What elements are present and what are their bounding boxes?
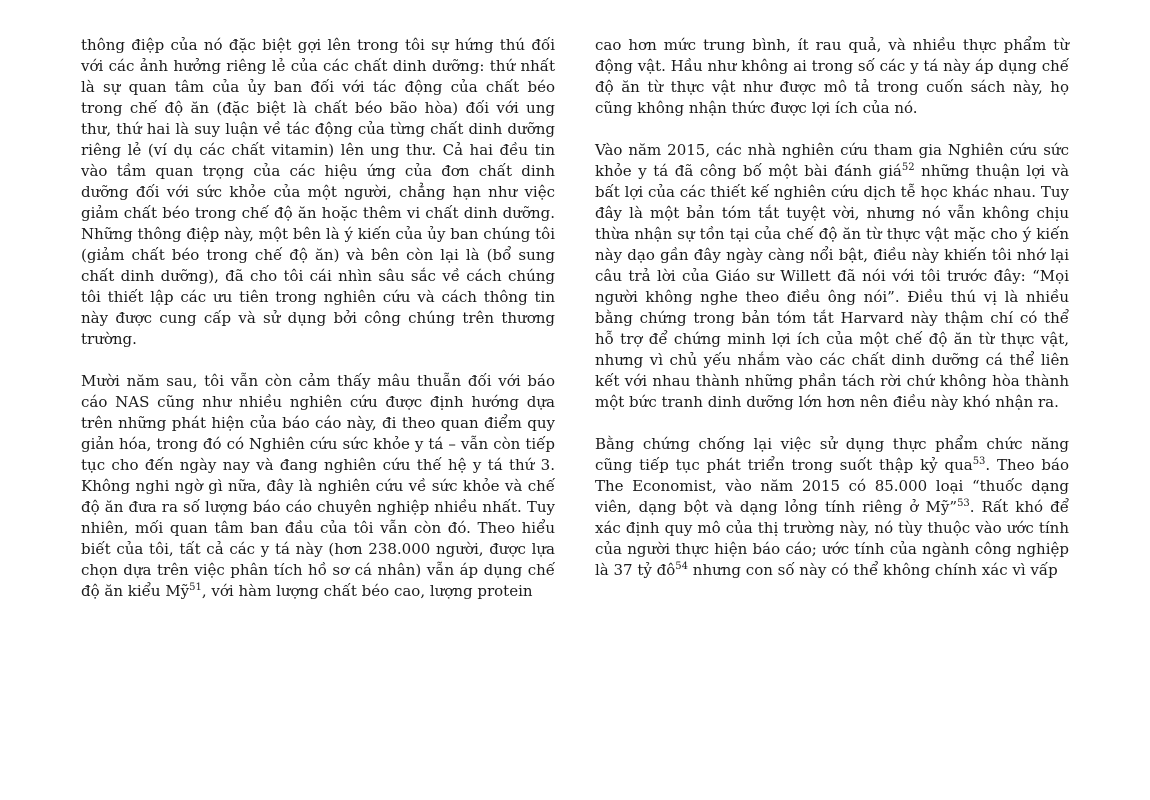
paragraph-supplements xyxy=(595,434,1069,581)
paragraph-american-diet: cao hơn mức trung bình, ít rau quả, và nhiều thực phẩm từ động vật. Hầu như không ai trong số các y tá này áp dụng chế độ ăn từ thực vật như được mô tả trong cuốn sách này, họ cũng không nhận thức được lợi ích của nó. xyxy=(595,36,1069,117)
left-column xyxy=(81,35,555,623)
right-column xyxy=(595,35,1069,602)
paragraph-text: Vào năm 2015, các nhà nghiên cứu tham gia Nghiên cứu sức khỏe y tá đã công bố một bài đánh giá xyxy=(595,141,1069,180)
paragraph-nas-report xyxy=(81,371,555,602)
paragraph-text: . Theo báo The Economist, vào năm 2015 có 85.000 loại “thuốc dạng viên, dạng bột và dạng lỏng tính riêng ở Mỹ” xyxy=(595,456,1069,516)
paragraph-text: nhưng con số này có thể không chính xác vì vấp xyxy=(688,561,1058,579)
footnote-ref-53: 53 xyxy=(972,456,986,467)
paragraph-text: , với hàm lượng chất béo cao, lượng protein xyxy=(201,582,533,600)
footnote-ref-53: 53 xyxy=(957,498,970,509)
footnote-ref-52: 52 xyxy=(901,162,915,173)
paragraph-text: Bằng chứng chống lại việc sử dụng thực phẩm chức năng cũng tiếp tục phát triển trong suốt thập kỷ qua xyxy=(595,435,1069,474)
paragraph-text: những thuận lợi và bất lợi của các thiết kế nghiên cứu dịch tễ học khác nhau. Tuy đây là một bản tóm tắt tuyệt vời, nhưng nó vẫn không chịu thừa nhận sự tồn tại của chế độ ăn từ thực vật mặc cho ý kiến này dạo gần đây ngày càng nổi bật, điều này khiến tôi nhớ lại câu trả lời của Giáo sư Willett đã nói với tôi trước đây: “Mọi người không nghe theo điều ông nói”. Điều thú vị là nhiều bằng chứng trong bản tóm tắt Harvard này thậm chí có thể hỗ trợ để chứng minh lợi ích của một chế độ ăn từ thực vật, nhưng vì chủ yếu nhắm vào các chất dinh dưỡng cá thể liên kết với nhau thành những phần tách rời chứ không hòa thành một bức tranh dinh dưỡng lớn hơn nên điều này khó nhận ra. xyxy=(595,162,1070,411)
paragraph-nutrient-messages: thông điệp của nó đặc biệt gợi lên trong tôi sự hứng thú đối với các ảnh hưởng riêng lẻ của các chất dinh dưỡng: thứ nhất là sự quan tâm của ủy ban đối với tác động của chất béo trong chế độ ăn (đặc biệt là chất béo bão hòa) đối với ung thư, thứ hai là suy luận về tác động của từng chất dinh dưỡng riêng lẻ (ví dụ các chất vitamin) lên ung thư. Cả hai đều tin vào tầm quan trọng của các hiệu ứng của đơn chất dinh dưỡng đối với sức khỏe của một người, chẳng hạn như việc giảm chất béo trong chế độ ăn hoặc thêm vi chất dinh dưỡng. Những thông điệp này, một bên là ý kiến của ủy ban chúng tôi (giảm chất béo trong chế độ ăn) và bên còn lại là (bổ sung chất dinh dưỡng), đã cho tôi cái nhìn sâu sắc về cách chúng tôi thiết lập các ưu tiên trong nghiên cứu và cách thông tin này được cung cấp và sử dụng bởi công chúng trên thương trường. xyxy=(81,36,555,348)
paragraph-text: Mười năm sau, tôi vẫn còn cảm thấy mâu thuẫn đối với báo cáo NAS cũng như nhiều nghiên cứu được định hướng dựa trên những phát hiện của báo cáo này, đi theo quan điểm quy giản hóa, trong đó có Nghiên cứu sức khỏe y tá – vẫn còn tiếp tục cho đến ngày nay và đang nghiên cứu thế hệ y tá thứ 3. Không nghi ngờ gì nữa, đây là nghiên cứu về sức khỏe và chế độ ăn đưa ra số lượng báo cáo chuyên nghiệp nhiều nhất. Tuy nhiên, mối quan tâm ban đầu của tôi vẫn còn đó. Theo hiểu biết của tôi, tất cả các y tá này (hơn 238.000 người, được lựa chọn dựa trên việc phân tích hồ sơ cá nhân) vẫn áp dụng chế độ ăn kiểu Mỹ xyxy=(81,372,555,600)
footnote-ref-54: 54 xyxy=(675,561,689,572)
paragraph-text: . Rất khó để xác định quy mô của thị trường này, nó tùy thuộc vào ước tính của người thực hiện báo cáo; ước tính của ngành công nghiệp là 37 tỷ đô xyxy=(595,498,1069,579)
paragraph-2015-review xyxy=(595,140,1069,413)
footnote-ref-51: 51 xyxy=(189,582,202,593)
